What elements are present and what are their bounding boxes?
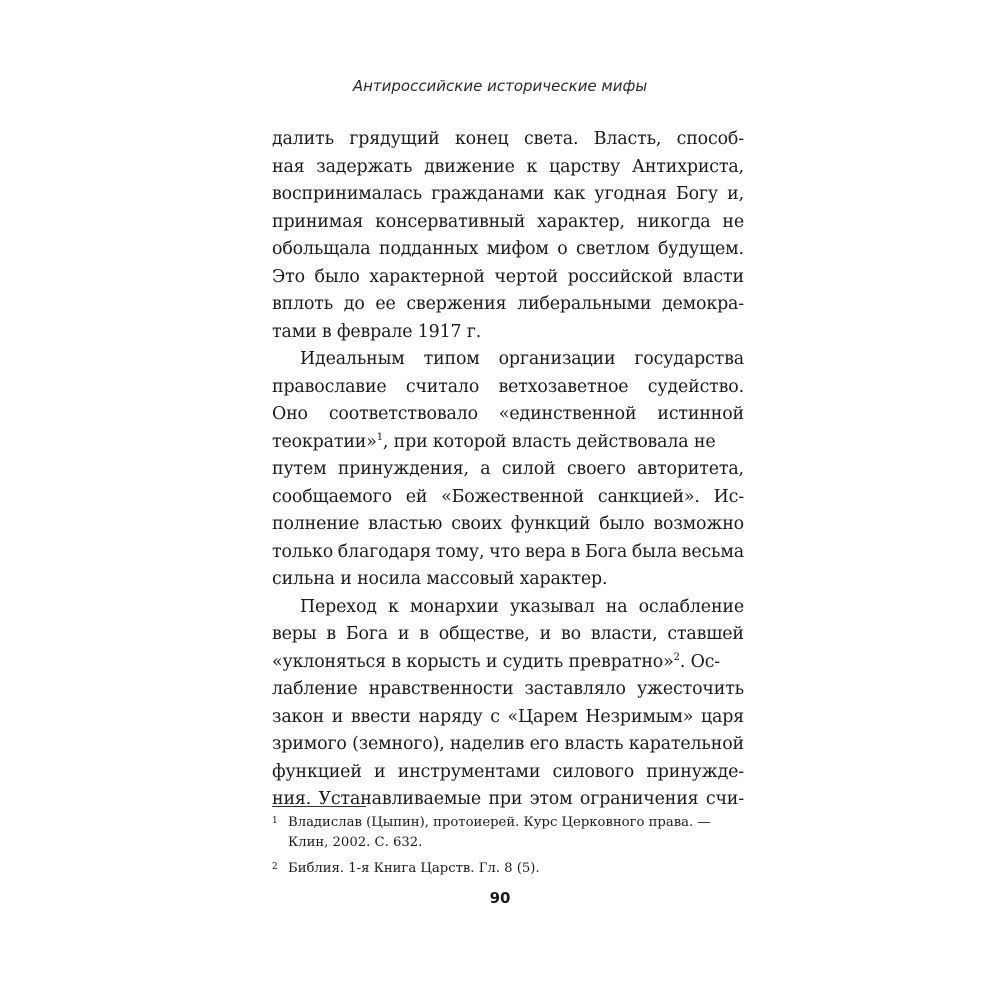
text-line: Переход к монархии указывал на ослабление [300,596,744,617]
text-line: Это было характерной чертой российской власти [272,266,744,287]
text-line: путем принуждения, а силой своего авторитета, [272,459,744,479]
text-line: закон и ввести наряду с «Царем Незримым» царя [272,706,744,727]
text-line: только благодаря тому, что вера в Бога была весьма [272,541,744,562]
text-line: ния. Устанавливаемые при этом ограничения счи- [272,789,744,809]
text-line: далить грядущий конец света. Власть, способ- [272,129,744,149]
text-line: веры в Бога и в обществе, и во власти, ставшей [272,624,744,644]
footnotes [272,813,744,879]
text-line: воспринималась гражданами как угодная Богу и, [272,184,744,204]
text-line: тами в феврале 1917 г. [272,321,482,342]
text-line: функцией и инструментами силового принужде- [272,761,744,782]
paragraph [272,594,744,814]
footnote [272,859,744,879]
text-line: зримого (земного), наделив его власть карательной [272,734,744,754]
running-head: Антироссийские исторические мифы [352,77,648,95]
footnote-reference[interactable]: 1 [376,431,383,443]
text-line: Идеальным типом организации государства [300,349,744,369]
footnote-separator [272,806,366,807]
footnote-mark: 1 [272,816,278,826]
paragraph [272,346,744,594]
text-line: вплоть до ее свержения либеральными демокра- [272,294,744,314]
footnote-text: Библия. 1-я Книга Царств. Гл. 8 (5). [288,861,540,876]
footnote-reference[interactable]: 2 [673,651,680,663]
body-text [272,126,744,814]
footnote-mark: 2 [272,862,278,872]
text-line: сообщаемого ей «Божественной санкцией». Ис- [272,486,744,507]
text-line: «уклоняться в корысть и судить превратно»$^2$. Ос- [272,651,721,672]
text-line: лабление нравственности заставляло ужесточить [272,679,744,699]
paragraph [272,126,744,346]
text-line: Оно соответствовало «единственной истинной [272,404,744,424]
text-line: обольщала подданных мифом о светлом будущем. [272,239,744,259]
text-line: полнение властью своих функций было возможно [272,514,744,534]
footnote-text: Владислав (Цыпин), протоиерей. Курс Церковного права. — Клин, 2002. С. 632. [288,815,711,850]
text-line: сильна и носила массовый характер. [272,569,608,589]
text-line: ная задержать движение к царству Антихриста, [272,156,744,177]
page-number: 90 [489,889,511,907]
footnote [272,813,744,853]
text-line: православие считало ветхозаветное судейство. [272,376,744,397]
text-line: теократии»$^1$, при которой власть действовала не [272,431,716,452]
text-line: принимая консервативный характер, никогда не [272,211,744,232]
